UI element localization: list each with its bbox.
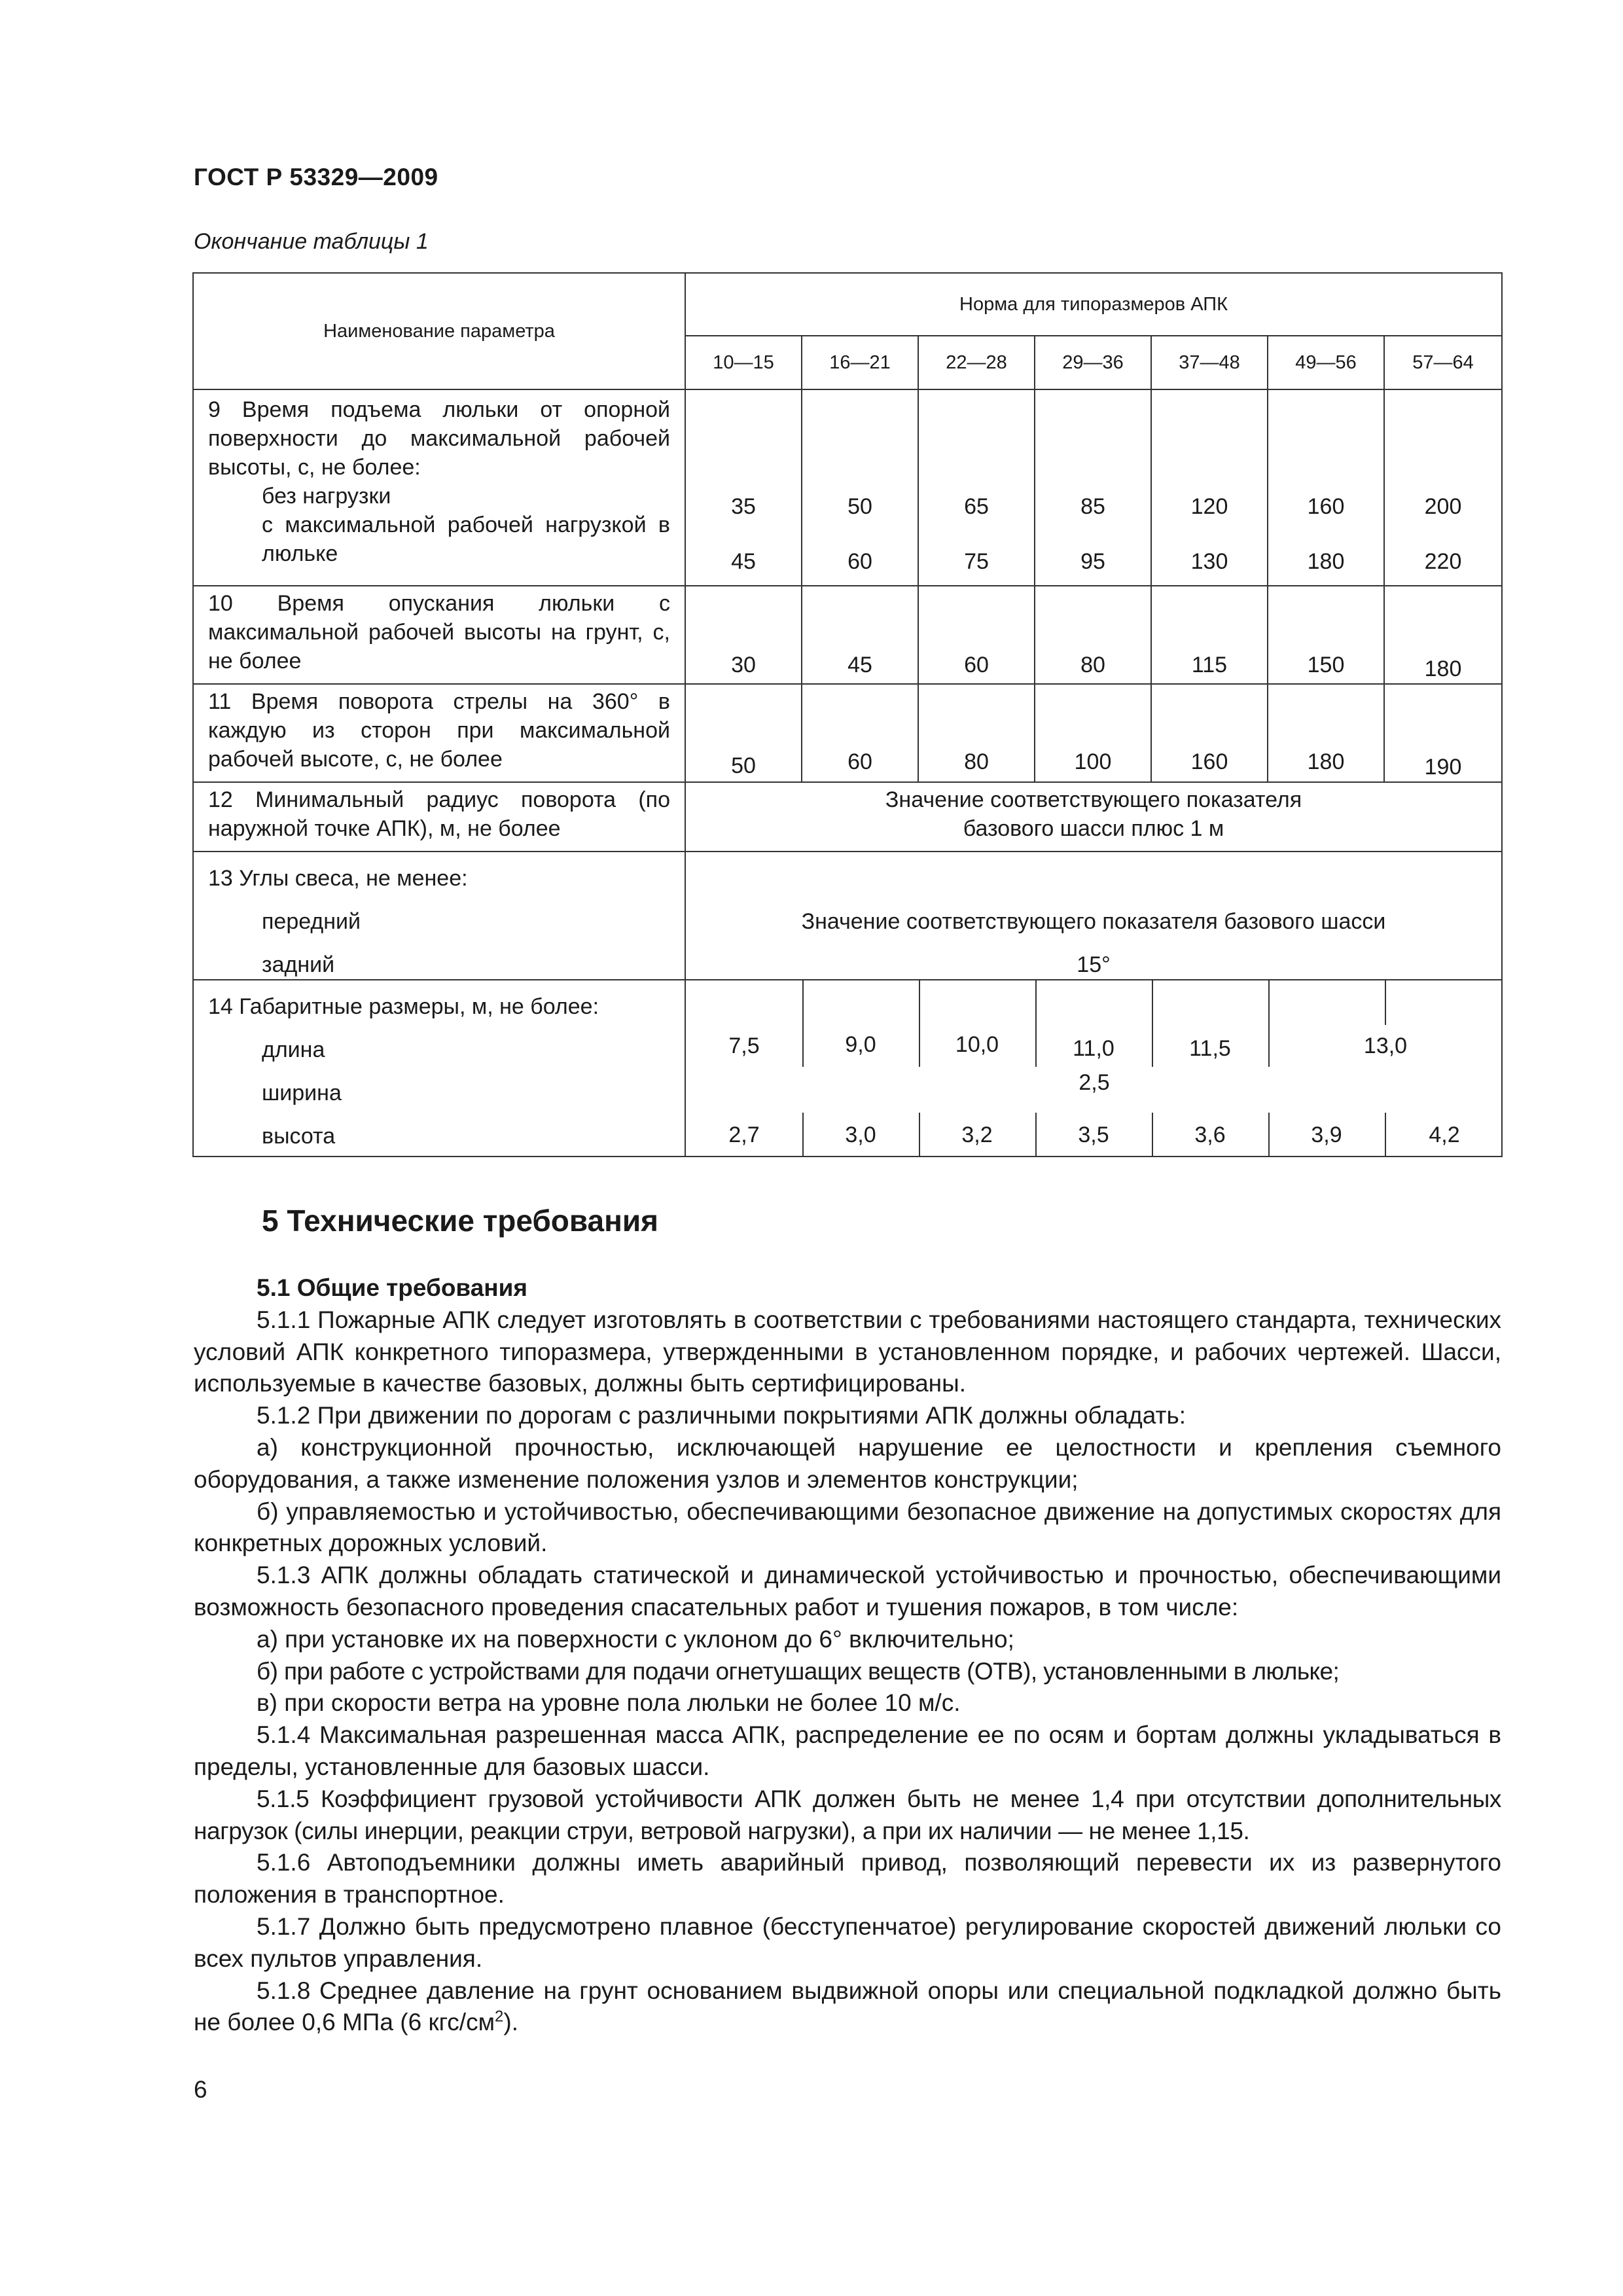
- row-11-cell: 160: [1151, 684, 1268, 782]
- header-size: 10—15: [685, 336, 802, 389]
- paragraph-5-1-4: 5.1.4 Максимальная разрешенная масса АПК, распределение ее по осям и бортам должны укладываться в пределы, установленные для базовых шасси.: [194, 1721, 1501, 1780]
- row-13-value: Значение соответствующего показателя базового шасси 15°: [685, 852, 1502, 980]
- paragraph-5-1-6: 5.1.6 Автоподъемники должны иметь аварийный привод, позволяющий перевести их из развернутого положения в транспортное.: [194, 1849, 1501, 1909]
- row-12-parameter: 12 Минимальный радиус поворота (по наружной точке АПК), м, не более: [193, 782, 685, 852]
- length-cell-merged: 13,0: [1363, 1033, 1408, 1058]
- length-cell: 11,5: [1152, 980, 1270, 1067]
- section-body: [194, 1272, 1501, 2039]
- row-9-cell: 120 130: [1151, 389, 1268, 586]
- row-11-parameter: 11 Время поворота стрелы на 360° в каждую из сторон при максимальной рабочей высоте, с, не более: [193, 684, 685, 782]
- row-9-cell: 160 180: [1268, 389, 1384, 586]
- row-9-cell: 50 60: [802, 389, 918, 586]
- row-14-values: [685, 980, 1502, 1157]
- length-cell: 7,5: [686, 980, 804, 1067]
- table-row: [193, 389, 1502, 586]
- table-row: [193, 852, 1502, 980]
- height-cell: 3,0: [802, 1113, 920, 1156]
- width-value: 2,5: [1079, 1070, 1110, 1095]
- row-9-cell: 85 95: [1035, 389, 1151, 586]
- row-10-cell: 180: [1384, 586, 1502, 684]
- table-row: [193, 782, 1502, 852]
- table-row: [193, 684, 1502, 782]
- header-size: 57—64: [1384, 336, 1502, 389]
- header-parameter-name: Наименование параметра: [193, 273, 685, 389]
- header-size: 37—48: [1151, 336, 1268, 389]
- parameters-table: [192, 272, 1503, 1157]
- document-code: ГОСТ Р 53329—2009: [194, 164, 438, 190]
- header-size: 22—28: [918, 336, 1035, 389]
- height-cell: 2,7: [686, 1113, 804, 1156]
- row-12-value: Значение соответствующего показателя базового шасси плюс 1 м: [685, 782, 1502, 852]
- paragraph-5-1-7: 5.1.7 Должно быть предусмотрено плавное (бесступенчатое) регулирование скоростей движений люльки со всех пультов управления.: [194, 1912, 1501, 1972]
- header-size: 16—21: [802, 336, 918, 389]
- row-10-cell: 60: [918, 586, 1035, 684]
- table-row: [193, 586, 1502, 684]
- paragraph-5-1-3-v: в) при скорости ветра на уровне пола люльки не более 10 м/с.: [257, 1689, 961, 1717]
- table-row: [193, 980, 1502, 1157]
- row-11-cell: 180: [1268, 684, 1384, 782]
- section-title: 5 Технические требования: [262, 1204, 658, 1238]
- row-9-cell: 200 220: [1384, 389, 1502, 586]
- height-cell: 3,5: [1035, 1113, 1153, 1156]
- row-13-parameter: 13 Углы свеса, не менее: передний задний: [193, 852, 685, 980]
- row-10-cell: 30: [685, 586, 802, 684]
- row-10-cell: 115: [1151, 586, 1268, 684]
- header-size: 29—36: [1035, 336, 1151, 389]
- subsection-title: 5.1 Общие требования: [257, 1274, 527, 1301]
- paragraph-5-1-3: 5.1.3 АПК должны обладать статической и динамической устойчивостью и прочностью, обеспечивающими возможность безопасного проведения спасательных работ и тушения пожаров, в том числе:: [194, 1562, 1501, 1621]
- paragraph-5-1-2: 5.1.2 При движении по дорогам с различными покрытиями АПК должны обладать:: [257, 1402, 1186, 1429]
- length-cell: 11,0: [1035, 980, 1153, 1067]
- paragraph-5-1-5: 5.1.5 Коэффициент грузовой устойчивости АПК должен быть не менее 1,4 при отсутствии дополнительных нагрузок (силы инерции, реакции струи, ветровой нагрузки), а при их наличии — не менее 1,15.: [194, 1785, 1501, 1844]
- row-9-cell: 65 75: [918, 389, 1035, 586]
- paragraph-5-1-8: 5.1.8 Среднее давление на грунт основанием выдвижной опоры или специальной подкладкой должно быть не более 0,6 МПа (6 кгс/$см^2$).: [194, 1977, 1501, 2036]
- row-11-cell: 50: [685, 684, 802, 782]
- paragraph-5-1-2-b: б) управляемостью и устойчивостью, обеспечивающими безопасное движение на допустимых скоростях для конкретных дорожных условий.: [194, 1498, 1501, 1557]
- height-cell: 3,2: [919, 1113, 1037, 1156]
- header-norm: Норма для типоразмеров АПК: [685, 273, 1502, 336]
- row-10-parameter: 10 Время опускания люльки с максимальной рабочей высоты на грунт, с, не более: [193, 586, 685, 684]
- row-11-cell: 60: [802, 684, 918, 782]
- row-10-cell: 80: [1035, 586, 1151, 684]
- paragraph-5-1-2-a: а) конструкционной прочностью, исключающей нарушение ее целостности и крепления съемного оборудования, а также изменение положения узлов и элементов конструкции;: [194, 1433, 1501, 1493]
- row-11-cell: 190: [1384, 684, 1502, 782]
- height-cell: 4,2: [1429, 1122, 1460, 1147]
- header-size: 49—56: [1268, 336, 1384, 389]
- page-number: 6: [194, 2076, 207, 2103]
- table-header-row: [193, 273, 1502, 336]
- row-9-parameter: 9 Время подъема люльки от опорной поверхности до максимальной рабочей высоты, с, не более: без нагрузки с максимальной рабочей нагрузкой в люльке: [193, 389, 685, 586]
- row-10-cell: 45: [802, 586, 918, 684]
- row-11-cell: 100: [1035, 684, 1151, 782]
- height-cell: 3,6: [1152, 1113, 1270, 1156]
- row-10-cell: 150: [1268, 586, 1384, 684]
- length-cell: 9,0: [802, 980, 920, 1067]
- paragraph-5-1-3-b: б) при работе с устройствами для подачи огнетушащих веществ (ОТВ), установленными в люльке;: [257, 1657, 1340, 1685]
- row-11-cell: 80: [918, 684, 1035, 782]
- length-cell: 10,0: [919, 980, 1037, 1067]
- table-caption: Окончание таблицы 1: [194, 229, 429, 254]
- paragraph-5-1-3-a: а) при установке их на поверхности с уклоном до 6° включительно;: [257, 1625, 1014, 1653]
- row-14-parameter: 14 Габаритные размеры, м, не более: длина ширина высота: [193, 980, 685, 1157]
- paragraph-5-1-1: 5.1.1 Пожарные АПК следует изготовлять в соответствии с требованиями настоящего стандарта, технических условий АПК конкретного типоразмера, утвержденными в установленном порядке, и рабочих чертежей. Шасси, используемые в качестве базовых, должны быть сертифицированы.: [194, 1306, 1501, 1397]
- row-9-cell: 35 45: [685, 389, 802, 586]
- height-cell: 3,9: [1268, 1113, 1386, 1156]
